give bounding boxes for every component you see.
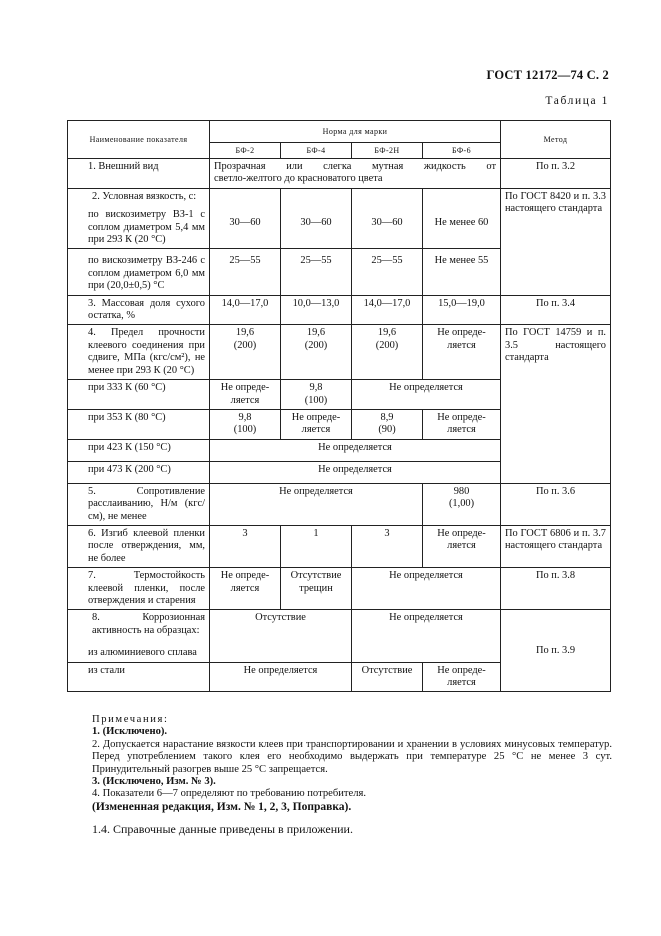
bend-bf2n: 3	[352, 525, 423, 567]
corr-steel-bf2n: Отсутствие	[352, 662, 423, 692]
row-bend-name: 6. Изгиб клеевой пленки после отверждения, мм, не более	[68, 525, 210, 567]
notes-edition: (Измененная редакция, Изм. № 1, 2, 3, Поправка).	[92, 800, 352, 813]
heat-bf2n-bf6: Не определяется	[352, 568, 501, 610]
row-peel-name: 5. Сопротивление расслаиванию, Н/м (кгс/см), не менее	[68, 483, 210, 525]
row-appearance-value: Прозрачная или слегка мутная жидкость от светло-желтого до красноватого цвета	[210, 159, 501, 189]
mark-bf2: БФ-2	[210, 143, 281, 159]
header-norm: Норма для марки	[210, 121, 501, 143]
row-peel-method: По п. 3.6	[501, 483, 611, 525]
row-strength-150-name: при 423 К (150 °С)	[68, 439, 210, 461]
reference-paragraph: 1.4. Справочные данные приведены в приложении.	[92, 822, 353, 836]
peel-bf2-bf2n: Не определяется	[210, 483, 423, 525]
properties-table	[67, 120, 611, 692]
visc1-bf4: 30—60	[281, 188, 352, 249]
mark-bf4: БФ-4	[281, 143, 352, 159]
row-appearance-method: По п. 3.2	[501, 159, 611, 189]
row-corrosion-name: 8. Коррозионная активность на образцах: из алюминиевого сплава	[68, 610, 210, 662]
peel-bf6: 980 (1,00)	[423, 483, 501, 525]
header-name: Наименование показателя	[68, 121, 210, 159]
visc1-bf2n: 30—60	[352, 188, 423, 249]
bend-bf2: 3	[210, 525, 281, 567]
note-2: 2. Допускается нарастание вязкости клеев при транспортировании и хранении в условиях минусовых температур. Перед употреблением такого клея его необходимо выдержать при температуре 25 °С не менее 3 сут. Принудительный разогрев выше 25 °С запрещается.	[92, 738, 612, 775]
row-strength-60-name: при 333 К (60 °С)	[68, 380, 210, 410]
header-method: Метод	[501, 121, 611, 159]
row-strength-80-name: при 353 К (80 °С)	[68, 409, 210, 439]
str60-bf2n-bf6: Не определяется	[352, 380, 501, 410]
row-corrosion-steel-name: из стали	[68, 662, 210, 692]
row-dry-residue-name: 3. Массовая доля сухого остатка, %	[68, 295, 210, 325]
str-bf6: Не опреде- ляется	[423, 325, 501, 380]
table-number: Таблица 1	[545, 95, 609, 107]
heat-bf2: Не опреде- ляется	[210, 568, 281, 610]
row-strength-200-name: при 473 К (200 °С)	[68, 461, 210, 483]
corr-al-bf2-bf4: Отсутствие	[210, 610, 352, 662]
dry-bf2: 14,0—17,0	[210, 295, 281, 325]
mark-bf6: БФ-6	[423, 143, 501, 159]
row-viscosity2-name: по вискозиметру ВЗ-246 с соплом диаметром 6,0 мм при (20,0±0,5) °С	[68, 249, 210, 295]
visc1-bf6: Не менее 60	[423, 188, 501, 249]
notes-title: Примечания:	[92, 714, 169, 725]
dry-bf6: 15,0—19,0	[423, 295, 501, 325]
str60-bf4: 9,8 (100)	[281, 380, 352, 410]
row-bend-method: По ГОСТ 6806 и п. 3.7 настоящего стандарта	[501, 525, 611, 567]
row-appearance-name: 1. Внешний вид	[68, 159, 210, 189]
visc2-bf4: 25—55	[281, 249, 352, 295]
note-3: 3. (Исключено, Изм. № 3).	[92, 776, 216, 788]
visc1-bf2: 30—60	[210, 188, 281, 249]
bend-bf6: Не опреде- ляется	[423, 525, 501, 567]
str150-value: Не определяется	[210, 439, 501, 461]
heat-bf4: Отсутствие трещин	[281, 568, 352, 610]
visc2-bf2n: 25—55	[352, 249, 423, 295]
corr-steel-bf2-bf4: Не определяется	[210, 662, 352, 692]
str80-bf6: Не опреде- ляется	[423, 409, 501, 439]
row-corrosion-method: По п. 3.9	[501, 610, 611, 692]
note-1: 1. (Исключено).	[92, 726, 168, 738]
str80-bf2n: 8,9 (90)	[352, 409, 423, 439]
str-bf4: 19,6 (200)	[281, 325, 352, 380]
str-bf2n: 19,6 (200)	[352, 325, 423, 380]
row-heat-method: По п. 3.8	[501, 568, 611, 610]
notes	[92, 714, 612, 813]
str200-value: Не определяется	[210, 461, 501, 483]
visc2-bf2: 25—55	[210, 249, 281, 295]
dry-bf4: 10,0—13,0	[281, 295, 352, 325]
mark-bf2n: БФ-2Н	[352, 143, 423, 159]
corr-al-bf2n-bf6: Не определяется	[352, 610, 501, 662]
str80-bf2: 9,8 (100)	[210, 409, 281, 439]
row-viscosity-name: 2. Условная вязкость, с: по вискозиметру ВЗ-1 с соплом диаметром 5,4 мм при 293 К (20 °С)	[68, 188, 210, 249]
note-4: 4. Показатели 6—7 определяют по требованию потребителя.	[92, 788, 367, 800]
bend-bf4: 1	[281, 525, 352, 567]
visc2-bf6: Не менее 55	[423, 249, 501, 295]
row-dry-residue-method: По п. 3.4	[501, 295, 611, 325]
dry-bf2n: 14,0—17,0	[352, 295, 423, 325]
row-viscosity-method: По ГОСТ 8420 и п. 3.3 настоящего стандарта	[501, 188, 611, 295]
str60-bf2: Не опреде- ляется	[210, 380, 281, 410]
row-heat-name: 7. Термостойкость клеевой пленки, после отверждения и старения	[68, 568, 210, 610]
row-strength-method: По ГОСТ 14759 и п. 3.5 настоящего стандарта	[501, 325, 611, 483]
row-strength-name: 4. Предел прочности клеевого соединения при сдвиге, МПа (кгс/см²), не менее при 293 К (20 °С)	[68, 325, 210, 380]
page-header: ГОСТ 12172—74 С. 2	[486, 68, 609, 82]
str80-bf4: Не опреде- ляется	[281, 409, 352, 439]
str-bf2: 19,6 (200)	[210, 325, 281, 380]
corr-steel-bf6: Не опреде- ляется	[423, 662, 501, 692]
